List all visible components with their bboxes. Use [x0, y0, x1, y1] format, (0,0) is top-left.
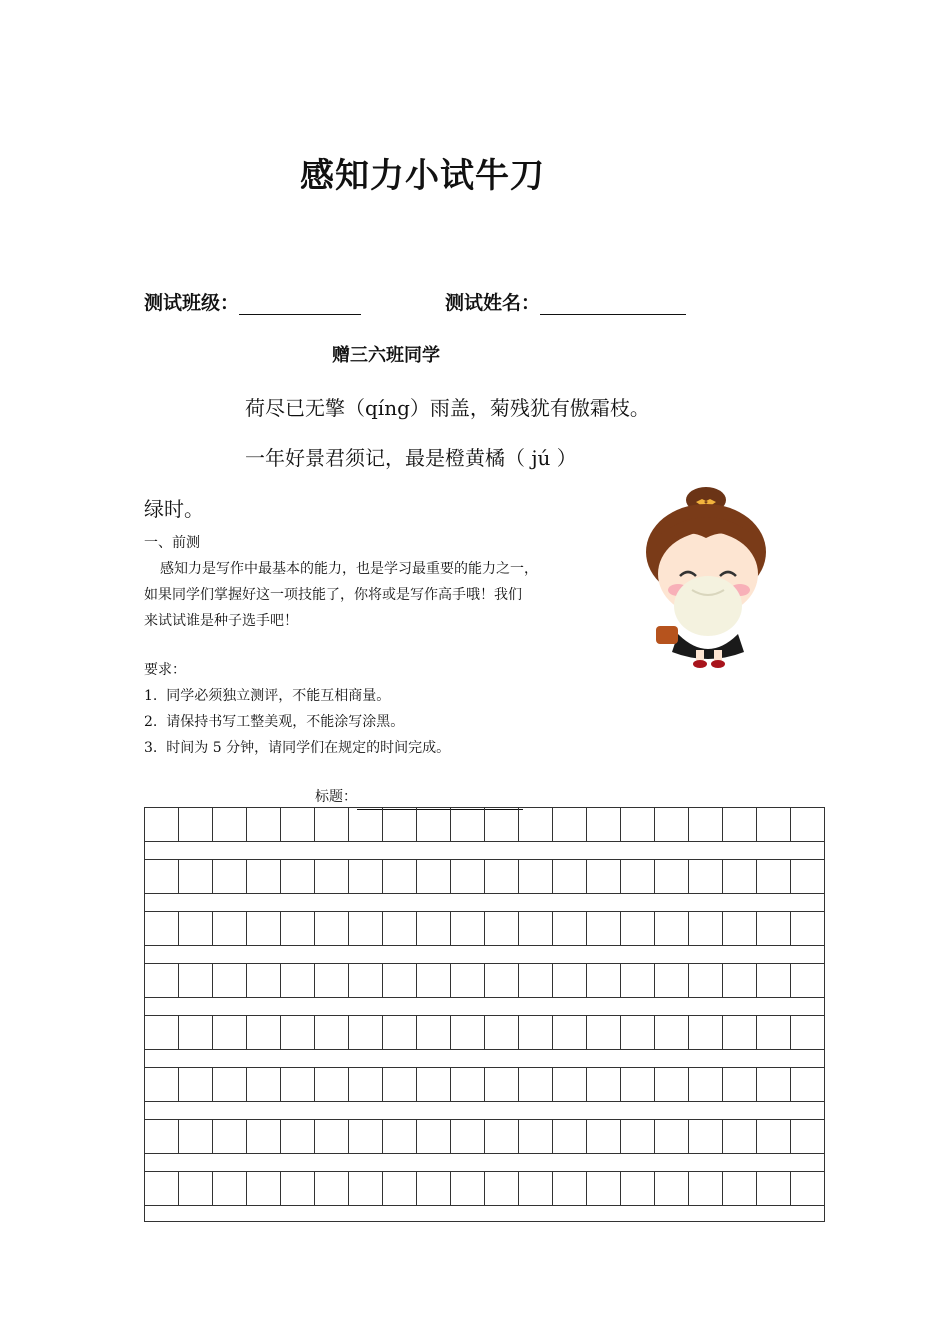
grid-cell[interactable]: [621, 808, 655, 841]
grid-cell[interactable]: [655, 1120, 689, 1153]
grid-cell[interactable]: [383, 964, 417, 997]
grid-cell[interactable]: [349, 860, 383, 893]
grid-cell[interactable]: [145, 808, 179, 841]
grid-cell[interactable]: [587, 912, 621, 945]
grid-cell[interactable]: [315, 1120, 349, 1153]
grid-cell[interactable]: [757, 1068, 791, 1101]
grid-cell[interactable]: [519, 1068, 553, 1101]
grid-cell[interactable]: [723, 1120, 757, 1153]
grid-cell[interactable]: [315, 808, 349, 841]
grid-cell[interactable]: [315, 964, 349, 997]
grid-cell[interactable]: [587, 1120, 621, 1153]
grid-cell[interactable]: [519, 1120, 553, 1153]
grid-spacer: [144, 1049, 825, 1067]
grid-cell[interactable]: [485, 860, 519, 893]
grid-cell[interactable]: [451, 1068, 485, 1101]
grid-cell[interactable]: [655, 912, 689, 945]
grid-cell[interactable]: [757, 808, 791, 841]
grid-cell[interactable]: [179, 860, 213, 893]
grid-cell[interactable]: [485, 1172, 519, 1205]
grid-cell[interactable]: [553, 1172, 587, 1205]
grid-cell[interactable]: [417, 1172, 451, 1205]
grid-cell[interactable]: [179, 1068, 213, 1101]
grid-cell[interactable]: [519, 1016, 553, 1049]
grid-cell[interactable]: [213, 1120, 247, 1153]
grid-cell[interactable]: [451, 1120, 485, 1153]
grid-cell[interactable]: [689, 1172, 723, 1205]
grid-cell[interactable]: [553, 1016, 587, 1049]
grid-cell[interactable]: [451, 1016, 485, 1049]
grid-cell[interactable]: [145, 964, 179, 997]
grid-cell[interactable]: [485, 964, 519, 997]
grid-cell[interactable]: [417, 1068, 451, 1101]
grid-cell[interactable]: [791, 964, 824, 997]
grid-cell[interactable]: [757, 1120, 791, 1153]
grid-row: [144, 807, 825, 841]
grid-cell[interactable]: [145, 1016, 179, 1049]
grid-cell[interactable]: [281, 808, 315, 841]
grid-cell[interactable]: [451, 860, 485, 893]
requirement-item: [144, 735, 450, 761]
grid-cell[interactable]: [179, 1120, 213, 1153]
grid-cell[interactable]: [485, 808, 519, 841]
grid-cell[interactable]: [689, 964, 723, 997]
grid-cell[interactable]: [417, 912, 451, 945]
grid-cell[interactable]: [281, 1068, 315, 1101]
grid-cell[interactable]: [587, 1172, 621, 1205]
grid-cell[interactable]: [417, 964, 451, 997]
grid-cell[interactable]: [723, 1068, 757, 1101]
grid-cell[interactable]: [417, 808, 451, 841]
grid-cell[interactable]: [553, 912, 587, 945]
page-title: 感知力小试牛刀: [300, 156, 545, 196]
grid-cell[interactable]: [621, 1120, 655, 1153]
grid-cell[interactable]: [281, 912, 315, 945]
poem-line-2: 一年好景君须记，最是橙黄橘（ jú ）: [245, 446, 577, 470]
grid-cell[interactable]: [723, 912, 757, 945]
grid-cell[interactable]: [519, 860, 553, 893]
grid-row: [144, 1171, 825, 1205]
grid-cell[interactable]: [689, 1120, 723, 1153]
grid-cell[interactable]: [791, 860, 824, 893]
name-label: 测试姓名：: [445, 292, 541, 314]
grid-cell[interactable]: [621, 860, 655, 893]
class-field: [144, 288, 361, 315]
grid-cell[interactable]: [451, 808, 485, 841]
grid-cell[interactable]: [247, 1068, 281, 1101]
grid-cell[interactable]: [655, 964, 689, 997]
grid-cell[interactable]: [519, 1172, 553, 1205]
grid-cell[interactable]: [349, 1016, 383, 1049]
grid-row: [144, 1067, 825, 1101]
grid-cell[interactable]: [519, 912, 553, 945]
grid-cell[interactable]: [791, 808, 824, 841]
grid-cell[interactable]: [451, 1172, 485, 1205]
grid-cell[interactable]: [281, 1016, 315, 1049]
grid-cell[interactable]: [247, 808, 281, 841]
grid-cell[interactable]: [383, 1120, 417, 1153]
grid-cell[interactable]: [247, 1120, 281, 1153]
grid-cell[interactable]: [519, 808, 553, 841]
grid-cell[interactable]: [213, 964, 247, 997]
grid-cell[interactable]: [689, 860, 723, 893]
grid-cell[interactable]: [451, 964, 485, 997]
grid-cell[interactable]: [247, 860, 281, 893]
grid-cell[interactable]: [383, 860, 417, 893]
grid-cell[interactable]: [213, 808, 247, 841]
grid-cell[interactable]: [723, 1016, 757, 1049]
grid-cell[interactable]: [689, 912, 723, 945]
grid-cell[interactable]: [281, 1120, 315, 1153]
grid-cell[interactable]: [213, 1016, 247, 1049]
grid-cell[interactable]: [757, 964, 791, 997]
grid-cell[interactable]: [553, 1068, 587, 1101]
grid-cell[interactable]: [587, 964, 621, 997]
grid-cell[interactable]: [179, 1016, 213, 1049]
grid-cell[interactable]: [213, 912, 247, 945]
grid-cell[interactable]: [145, 1172, 179, 1205]
grid-cell[interactable]: [791, 912, 824, 945]
grid-cell[interactable]: [723, 1172, 757, 1205]
grid-cell[interactable]: [145, 1120, 179, 1153]
grid-cell[interactable]: [791, 1068, 824, 1101]
grid-cell[interactable]: [213, 1068, 247, 1101]
grid-cell[interactable]: [655, 1016, 689, 1049]
grid-cell[interactable]: [315, 912, 349, 945]
grid-cell[interactable]: [587, 860, 621, 893]
grid-cell[interactable]: [723, 808, 757, 841]
grid-cell[interactable]: [519, 964, 553, 997]
intro-line-3: 来试试谁是种子选手吧！: [144, 613, 298, 629]
grid-cell[interactable]: [349, 1120, 383, 1153]
grid-cell[interactable]: [349, 808, 383, 841]
grid-cell[interactable]: [485, 1016, 519, 1049]
grid-cell[interactable]: [655, 860, 689, 893]
grid-cell[interactable]: [315, 1016, 349, 1049]
grid-cell[interactable]: [621, 1016, 655, 1049]
name-blank[interactable]: [540, 294, 686, 315]
name-field: [445, 288, 686, 315]
class-blank[interactable]: [239, 294, 361, 315]
grid-cell[interactable]: [349, 912, 383, 945]
grid-cell[interactable]: [315, 1068, 349, 1101]
grid-spacer: [144, 1153, 825, 1171]
grid-cell[interactable]: [655, 1172, 689, 1205]
requirement-text: 请保持书写工整美观，不能涂写涂黑。: [166, 714, 405, 730]
grid-cell[interactable]: [485, 1120, 519, 1153]
grid-cell[interactable]: [247, 912, 281, 945]
grid-cell[interactable]: [655, 1068, 689, 1101]
grid-row: [144, 963, 825, 997]
grid-cell[interactable]: [757, 860, 791, 893]
grid-cell[interactable]: [553, 808, 587, 841]
grid-row: [144, 911, 825, 945]
grid-cell[interactable]: [689, 1068, 723, 1101]
grid-cell[interactable]: [383, 808, 417, 841]
grid-row: [144, 1015, 825, 1049]
grid-cell[interactable]: [417, 860, 451, 893]
grid-cell[interactable]: [587, 808, 621, 841]
requirement-text: 时间为 5 分钟，请同学们在规定的时间完成。: [166, 740, 451, 756]
grid-cell[interactable]: [179, 808, 213, 841]
grid-cell[interactable]: [689, 1016, 723, 1049]
poem-line-3: 绿时。: [144, 497, 204, 521]
grid-cell[interactable]: [281, 1172, 315, 1205]
intro-line-1: 感知力是写作中最基本的能力，也是学习最重要的能力之一，: [160, 561, 538, 577]
writing-grid[interactable]: [144, 807, 825, 1222]
grid-spacer: [144, 1101, 825, 1119]
grid-cell[interactable]: [417, 1016, 451, 1049]
grid-cell[interactable]: [315, 860, 349, 893]
grid-cell[interactable]: [383, 1068, 417, 1101]
grid-cell[interactable]: [179, 964, 213, 997]
grid-spacer: [144, 893, 825, 911]
grid-cell[interactable]: [791, 1120, 824, 1153]
grid-cell[interactable]: [213, 1172, 247, 1205]
intro-line-2: 如果同学们掌握好这一项技能了，你将或是写作高手哦！我们: [144, 587, 522, 603]
grid-cell[interactable]: [281, 860, 315, 893]
grid-cell[interactable]: [247, 1016, 281, 1049]
requirements-heading: 要求：: [144, 662, 186, 678]
grid-cell[interactable]: [179, 1172, 213, 1205]
grid-row: [144, 1119, 825, 1153]
grid-cell[interactable]: [485, 912, 519, 945]
grid-cell[interactable]: [757, 1172, 791, 1205]
grid-cell[interactable]: [179, 912, 213, 945]
requirement-item: [144, 709, 404, 735]
requirement-num: 3.: [144, 740, 158, 756]
grid-cell[interactable]: [587, 1016, 621, 1049]
grid-cell[interactable]: [553, 860, 587, 893]
grid-spacer: [144, 1205, 825, 1222]
grid-cell[interactable]: [349, 1068, 383, 1101]
class-label: 测试班级：: [144, 292, 240, 314]
requirement-num: 1.: [144, 688, 158, 704]
grid-cell[interactable]: [349, 964, 383, 997]
grid-cell[interactable]: [621, 912, 655, 945]
grid-cell[interactable]: [485, 1068, 519, 1101]
grid-cell[interactable]: [417, 1120, 451, 1153]
poem-line-1: 荷尽已无擎（qíng）雨盖，菊残犹有傲霜枝。: [245, 396, 650, 420]
section-heading: 一、前测: [144, 535, 200, 551]
grid-cell[interactable]: [213, 860, 247, 893]
poem-title: 赠三六班同学: [332, 345, 440, 366]
cartoon-girl-illustration: [640, 486, 786, 670]
requirement-item: [144, 683, 390, 709]
grid-cell[interactable]: [655, 808, 689, 841]
grid-cell[interactable]: [247, 1172, 281, 1205]
writing-title-label: 标题：: [315, 789, 357, 805]
requirement-text: 同学必须独立测评，不能互相商量。: [166, 688, 391, 704]
grid-cell[interactable]: [383, 1172, 417, 1205]
grid-cell[interactable]: [723, 964, 757, 997]
grid-cell[interactable]: [349, 1172, 383, 1205]
grid-cell[interactable]: [621, 1068, 655, 1101]
grid-cell[interactable]: [723, 860, 757, 893]
grid-cell[interactable]: [757, 1016, 791, 1049]
grid-cell[interactable]: [383, 1016, 417, 1049]
grid-cell[interactable]: [689, 808, 723, 841]
grid-cell[interactable]: [553, 964, 587, 997]
grid-cell[interactable]: [553, 1120, 587, 1153]
requirement-num: 2.: [144, 714, 158, 730]
grid-spacer: [144, 945, 825, 963]
grid-spacer: [144, 997, 825, 1015]
grid-row: [144, 859, 825, 893]
grid-cell[interactable]: [587, 1068, 621, 1101]
grid-cell[interactable]: [247, 964, 281, 997]
grid-cell[interactable]: [757, 912, 791, 945]
grid-cell[interactable]: [621, 964, 655, 997]
grid-cell[interactable]: [451, 912, 485, 945]
grid-cell[interactable]: [791, 1172, 824, 1205]
grid-cell[interactable]: [145, 912, 179, 945]
grid-cell[interactable]: [621, 1172, 655, 1205]
grid-spacer: [144, 841, 825, 859]
grid-cell[interactable]: [315, 1172, 349, 1205]
grid-cell[interactable]: [383, 912, 417, 945]
grid-cell[interactable]: [145, 1068, 179, 1101]
grid-cell[interactable]: [145, 860, 179, 893]
grid-cell[interactable]: [281, 964, 315, 997]
grid-cell[interactable]: [791, 1016, 824, 1049]
